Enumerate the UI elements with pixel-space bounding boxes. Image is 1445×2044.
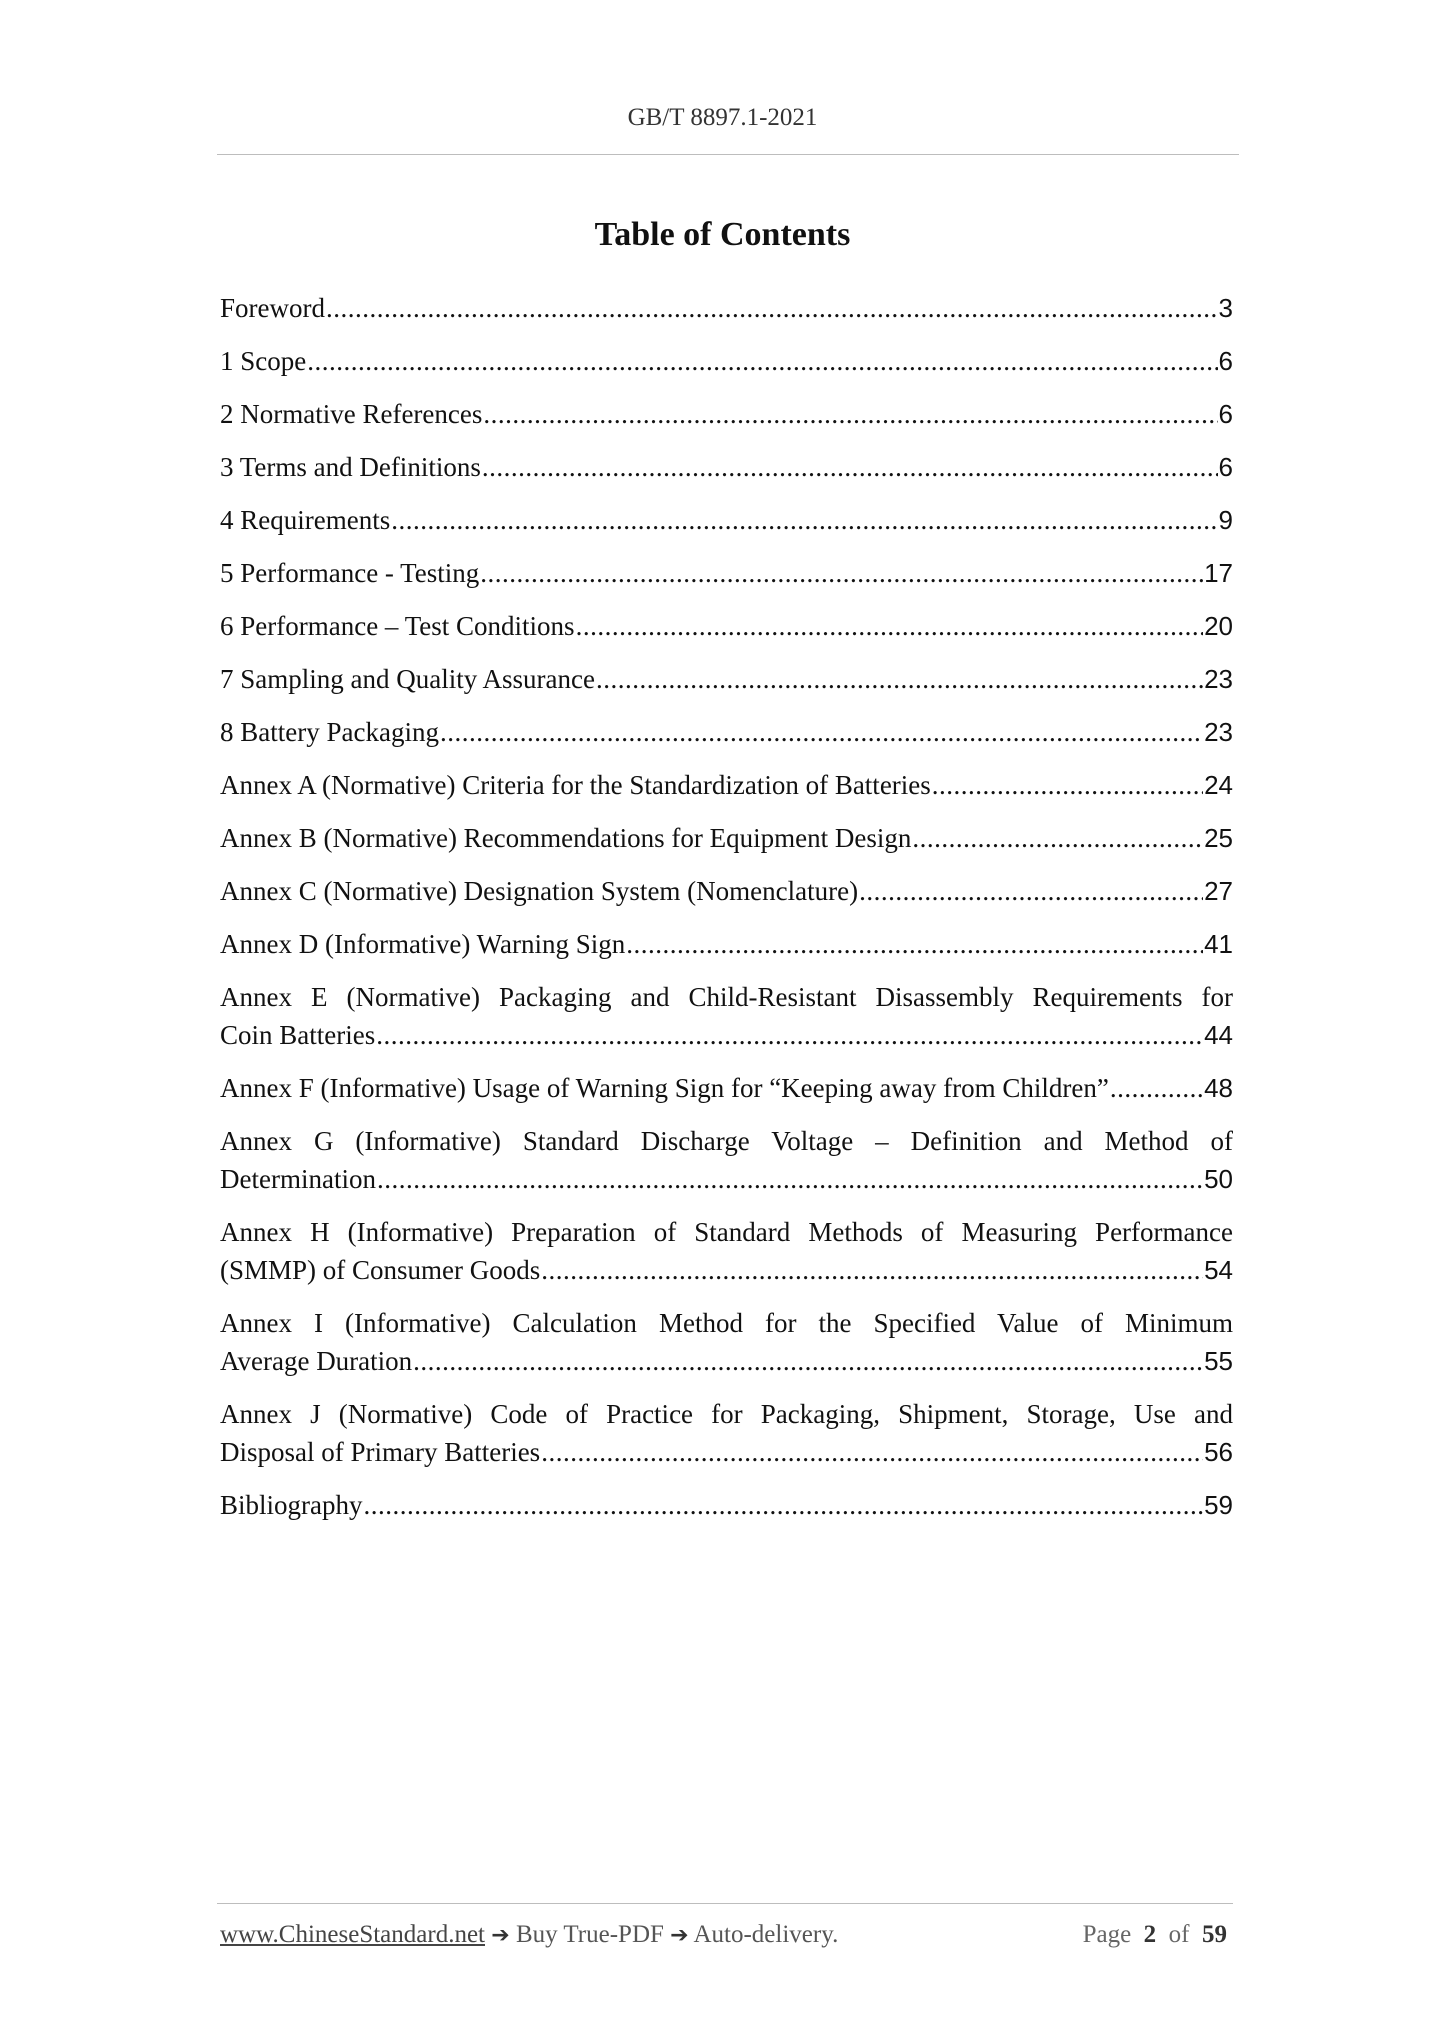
toc-entry-title: Bibliography bbox=[220, 1490, 363, 1520]
toc-entry-page: 6 bbox=[1218, 346, 1233, 376]
dot-leader bbox=[326, 289, 1218, 327]
table-of-contents bbox=[220, 289, 1233, 1539]
site-link[interactable]: www.ChineseStandard.net bbox=[220, 1921, 485, 1948]
toc-entry-title: 2 Normative References bbox=[220, 399, 483, 429]
toc-entry-page: 24 bbox=[1204, 770, 1233, 800]
toc-entry-title: (SMMP) of Consumer Goods bbox=[220, 1255, 541, 1285]
toc-entry-page: 44 bbox=[1204, 1020, 1233, 1050]
page-label: Page bbox=[1082, 1921, 1132, 1948]
toc-entry[interactable] bbox=[220, 872, 1233, 910]
dot-leader bbox=[480, 554, 1203, 592]
toc-entry-page: 56 bbox=[1204, 1437, 1233, 1467]
toc-entry-title: Coin Batteries bbox=[220, 1020, 376, 1050]
toc-entry-title: Annex C (Normative) Designation System (Nomenclature) bbox=[220, 876, 859, 906]
toc-entry-page: 3 bbox=[1218, 293, 1233, 323]
dot-leader bbox=[596, 660, 1203, 698]
header-divider bbox=[217, 154, 1239, 155]
dot-leader bbox=[307, 342, 1217, 380]
toc-entry-page: 27 bbox=[1204, 876, 1233, 906]
toc-entry[interactable] bbox=[220, 448, 1233, 486]
toc-entry-title: 8 Battery Packaging bbox=[220, 717, 439, 747]
delivery-text: Auto-delivery. bbox=[693, 1921, 839, 1948]
toc-entry-title-line1: Annex I (Informative) Calculation Method for the Specified Value of Minimum bbox=[220, 1308, 1233, 1338]
toc-entry-title: Foreword bbox=[220, 293, 325, 323]
toc-entry-title-line1: Annex H (Informative) Preparation of Standard Methods of Measuring Performance bbox=[220, 1217, 1233, 1247]
dot-leader bbox=[576, 607, 1204, 645]
footer-promo bbox=[220, 1921, 838, 1949]
toc-entry-title-line1: Annex E (Normative) Packaging and Child-Resistant Disassembly Requirements for bbox=[220, 982, 1233, 1012]
toc-entry[interactable] bbox=[220, 1486, 1233, 1524]
toc-entry-page: 25 bbox=[1204, 823, 1233, 853]
running-header: GB/T 8897.1-2021 bbox=[627, 104, 818, 131]
toc-entry-title: Annex A (Normative) Criteria for the Standardization of Batteries bbox=[220, 770, 931, 800]
dot-leader bbox=[626, 925, 1203, 963]
toc-entry[interactable] bbox=[220, 342, 1233, 380]
toc-entry-title: 3 Terms and Definitions bbox=[220, 452, 481, 482]
toc-entry[interactable] bbox=[220, 1395, 1233, 1471]
toc-entry-page: 55 bbox=[1204, 1346, 1233, 1376]
dot-leader bbox=[1110, 1069, 1203, 1107]
toc-entry-title: 5 Performance - Testing bbox=[220, 558, 480, 588]
toc-entry-page: 23 bbox=[1204, 664, 1233, 694]
toc-entry[interactable] bbox=[220, 1069, 1233, 1107]
footer-divider bbox=[217, 1903, 1233, 1904]
toc-entry-title: Average Duration bbox=[220, 1346, 413, 1376]
toc-entry-title: 1 Scope bbox=[220, 346, 307, 376]
dot-leader bbox=[377, 1160, 1203, 1198]
page-of: of bbox=[1168, 1921, 1190, 1948]
toc-entry-title: Disposal of Primary Batteries bbox=[220, 1437, 541, 1467]
dot-leader bbox=[541, 1433, 1203, 1471]
toc-entry-title: Annex B (Normative) Recommendations for Equipment Design bbox=[220, 823, 912, 853]
toc-entry[interactable] bbox=[220, 925, 1233, 963]
page-title: Table of Contents bbox=[594, 216, 851, 253]
page-number bbox=[1083, 1921, 1227, 1949]
toc-entry-page: 50 bbox=[1204, 1164, 1233, 1194]
toc-entry[interactable] bbox=[220, 713, 1233, 751]
dot-leader bbox=[483, 395, 1217, 433]
dot-leader bbox=[413, 1342, 1203, 1380]
toc-entry[interactable] bbox=[220, 395, 1233, 433]
page-total: 59 bbox=[1202, 1921, 1227, 1948]
page-current: 2 bbox=[1143, 1921, 1157, 1948]
toc-entry-title: 6 Performance – Test Conditions bbox=[220, 611, 575, 641]
dot-leader bbox=[376, 1016, 1203, 1054]
dot-leader bbox=[364, 1486, 1204, 1524]
toc-entry-title: 7 Sampling and Quality Assurance bbox=[220, 664, 595, 694]
dot-leader bbox=[440, 713, 1203, 751]
toc-entry-page: 59 bbox=[1204, 1490, 1233, 1520]
toc-entry[interactable] bbox=[220, 1304, 1233, 1380]
toc-entry[interactable] bbox=[220, 289, 1233, 327]
dot-leader bbox=[391, 501, 1217, 539]
toc-entry-page: 6 bbox=[1218, 452, 1233, 482]
toc-entry[interactable] bbox=[220, 1213, 1233, 1289]
dot-leader bbox=[912, 819, 1203, 857]
toc-entry-title-line1: Annex G (Informative) Standard Discharge Voltage – Definition and Method of bbox=[220, 1126, 1233, 1156]
buy-text: Buy True-PDF bbox=[515, 1921, 664, 1948]
toc-entry-title: Annex D (Informative) Warning Sign bbox=[220, 929, 626, 959]
arrow-right-icon: ➔ bbox=[491, 1923, 510, 1948]
dot-leader bbox=[482, 448, 1218, 486]
dot-leader bbox=[859, 872, 1203, 910]
toc-entry[interactable] bbox=[220, 1122, 1233, 1198]
toc-entry[interactable] bbox=[220, 766, 1233, 804]
toc-entry-title-line1: Annex J (Normative) Code of Practice for Packaging, Shipment, Storage, Use and bbox=[220, 1399, 1233, 1429]
arrow-right-icon: ➔ bbox=[670, 1923, 689, 1948]
toc-entry-page: 41 bbox=[1204, 929, 1233, 959]
toc-entry-page: 23 bbox=[1204, 717, 1233, 747]
toc-entry-title: Annex F (Informative) Usage of Warning Sign for “Keeping away from Children” bbox=[220, 1073, 1109, 1103]
toc-entry-page: 9 bbox=[1218, 505, 1233, 535]
toc-entry[interactable] bbox=[220, 554, 1233, 592]
toc-entry-page: 54 bbox=[1204, 1255, 1233, 1285]
toc-entry[interactable] bbox=[220, 660, 1233, 698]
toc-entry-title: Determination bbox=[220, 1164, 376, 1194]
toc-entry-page: 6 bbox=[1218, 399, 1233, 429]
toc-entry-title: 4 Requirements bbox=[220, 505, 391, 535]
dot-leader bbox=[932, 766, 1203, 804]
toc-entry-page: 48 bbox=[1204, 1073, 1233, 1103]
dot-leader bbox=[541, 1251, 1203, 1289]
toc-entry-page: 20 bbox=[1204, 611, 1233, 641]
toc-entry[interactable] bbox=[220, 501, 1233, 539]
toc-entry[interactable] bbox=[220, 978, 1233, 1054]
toc-entry[interactable] bbox=[220, 607, 1233, 645]
toc-entry-page: 17 bbox=[1204, 558, 1233, 588]
toc-entry[interactable] bbox=[220, 819, 1233, 857]
